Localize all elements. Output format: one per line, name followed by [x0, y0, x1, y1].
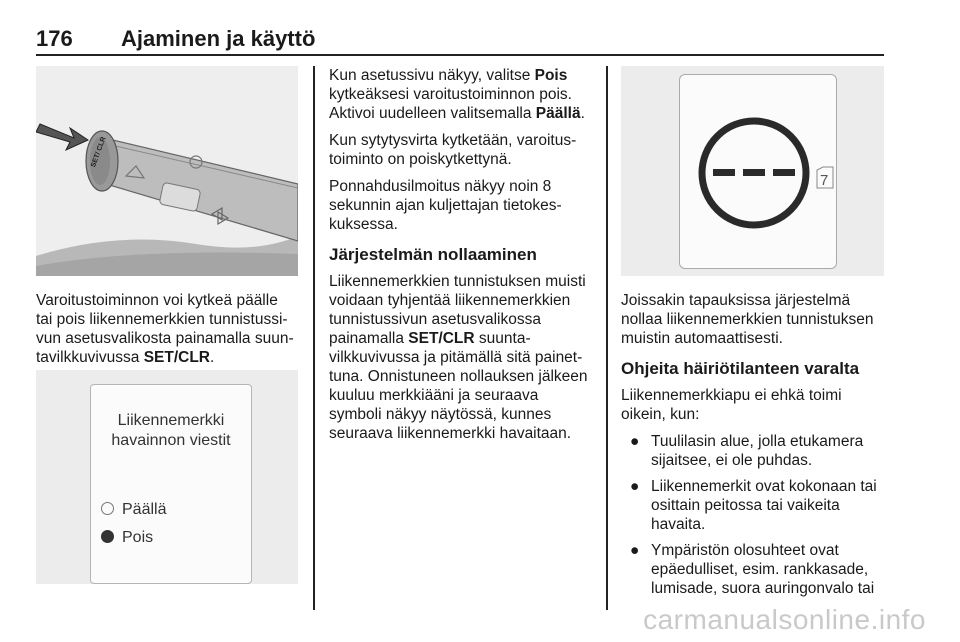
- para-reset: Liikennemerkkien tunnistuksen muisti voidaan tyhjentää liikennemerkkien tunnistussivun asetusvalikossa painamalla SET/CLR suuntavilkkuvivussa ja pitämällä sitä painettuna. Onnistuneen nollauksen jälkeen kuuluu merkkiääni ja seuraava symboli näkyy näytössä, kunnes seuraava liikennemerkki havaitaan.: [329, 273, 588, 442]
- column-2-text: [329, 66, 593, 451]
- radio-off-icon: [101, 502, 114, 515]
- turn-signal-stalk-illustration: [36, 66, 298, 276]
- menu-option-on: Päällä: [101, 501, 166, 519]
- column-divider: [606, 66, 608, 610]
- menu-figure: [36, 370, 298, 584]
- sign-figure: [621, 66, 884, 276]
- bullet-icon: ●: [630, 542, 640, 559]
- column-1-text: [36, 291, 298, 375]
- list-item: ● Tuulilasin alue, jolla etukamera sijaitsee, ei ole puhdas.: [630, 433, 864, 469]
- heading-troubleshooting: Ohjeita häiriötilanteen varalta: [621, 359, 860, 378]
- menu-option-off: Pois: [101, 529, 153, 547]
- troubleshooting-list: [621, 432, 887, 598]
- end-of-restriction-display: [679, 74, 837, 269]
- stalk-figure: [36, 66, 298, 276]
- setclr-label: SET/CLR: [143, 349, 210, 366]
- callout-number-box: [815, 166, 835, 190]
- list-item: ● Liikennemerkit ovat kokonaan tai osittain peitossa tai vaikeita havaita.: [630, 478, 877, 533]
- stalk-setclr-label: SET/ CLR: [90, 135, 108, 169]
- bullet-icon: ●: [630, 478, 640, 495]
- para-auto-reset: Joissakin tapauksissa järjestelmä nollaa liikennemerkkien tunnistuksen muistin automaattisesti.: [621, 292, 874, 347]
- para-toggle-warning: Varoitustoiminnon voi kytkeä päälle tai pois liikennemerkkien tunnistussivun asetusvalikosta painamalla suuntavilkkuvivussa SET/CLR.: [36, 292, 294, 366]
- page-title: Ajaminen ja käyttö: [121, 26, 316, 51]
- end-of-restriction-sign-icon: [680, 75, 836, 268]
- settings-menu-illustration: [90, 384, 252, 584]
- column-divider: [313, 66, 315, 610]
- bullet-icon: ●: [630, 433, 640, 450]
- para-ignition: Kun sytytysvirta kytketään, varoitustoiminto on poiskytkettynä.: [329, 132, 577, 168]
- column-3-text: [621, 291, 887, 605]
- para-popup: Ponnahdusilmoitus näkyy noin 8 sekunnin ajan kuljettajan tietokeskuksessa.: [329, 178, 562, 233]
- heading-reset: Järjestelmän nollaaminen: [329, 245, 537, 264]
- callout-number: 7: [820, 172, 829, 189]
- para-may-not-work: Liikennemerkkiapu ei ehkä toimi oikein, kun:: [621, 387, 842, 423]
- watermark: carmanualsonline.info: [643, 604, 926, 635]
- page-header: [36, 26, 884, 52]
- para-settings-page: Kun asetussivu näkyy, valitse Pois kytkeäksesi varoitustoiminnon pois. Aktivoi uudelleen valitsemalla Päällä.: [329, 67, 585, 122]
- radio-selected-icon: [101, 530, 114, 543]
- list-item: ● Ympäristön olosuhteet ovat epäedulliset, esim. rankkasade, lumisade, suora auringonvalo tai: [630, 542, 875, 597]
- page-number: 176: [36, 26, 73, 51]
- header-rule: [36, 54, 884, 56]
- menu-title: Liikennemerkki havainnon viestit: [111, 412, 231, 449]
